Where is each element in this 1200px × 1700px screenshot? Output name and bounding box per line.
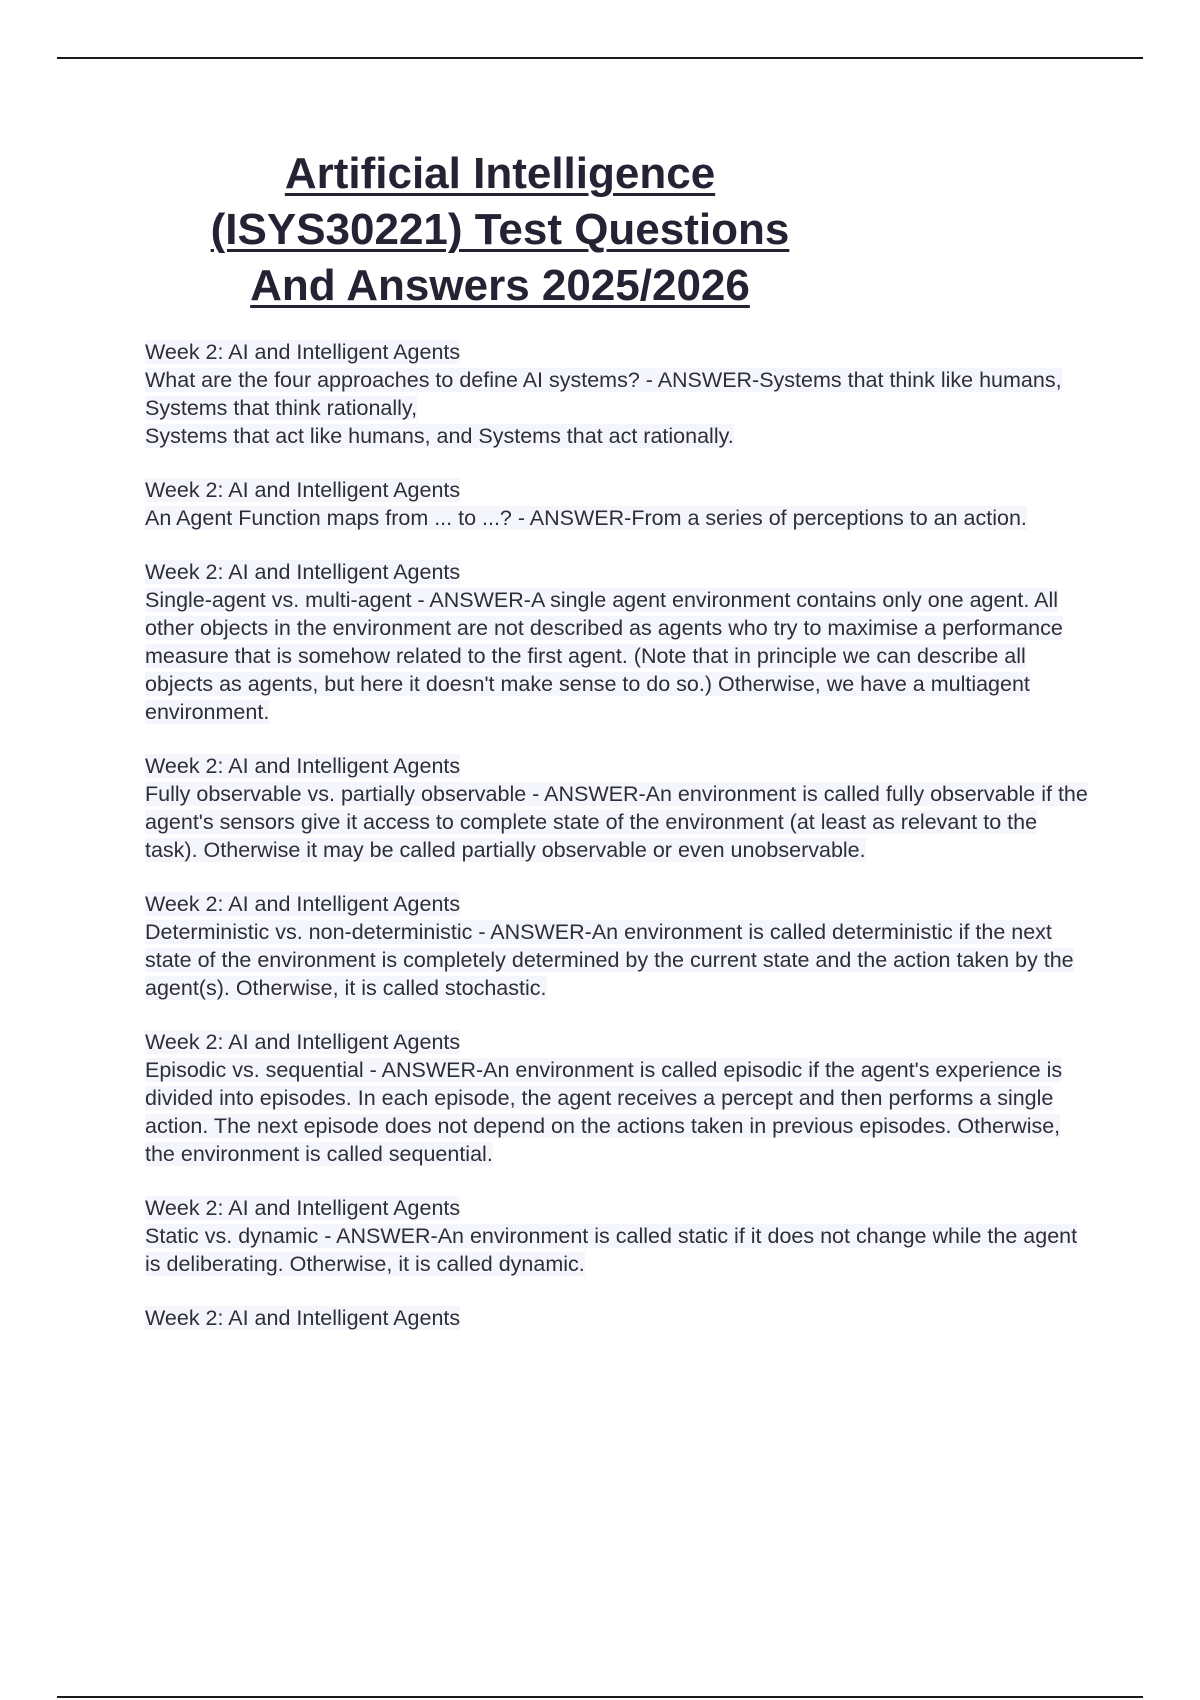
qa-text: Single-agent vs. multi-agent - ANSWER-A single agent environment contains only one agent. All other objects in the environment are not described as agents who try to maximise a performance measure that is somehow related to the first agent. (Note that in principle we can describe all objects as agents, but here it doesn't make sense to do so.) Otherwise, we have a multiagent environment. [145, 588, 1063, 724]
qa-text: Systems that act like humans, and Systems that act rationally. [145, 424, 734, 448]
qa-text: Fully observable vs. partially observable - ANSWER-An environment is called fully observable if the agent's sensors give it access to complete state of the environment (at least as relevant to the task). Otherwise it may be called partially observable or even unobservable. [145, 782, 1088, 862]
document-title [140, 146, 860, 314]
qa-entry [145, 752, 1090, 864]
title-line: And Answers 2025/2026 [250, 261, 750, 310]
qa-entry [145, 890, 1090, 1002]
qa-text: Static vs. dynamic - ANSWER-An environment is called static if it does not change while the agent is deliberating. Otherwise, it is called dynamic. [145, 1224, 1078, 1276]
qa-week-heading: Week 2: AI and Intelligent Agents [145, 892, 461, 916]
qa-week-heading: Week 2: AI and Intelligent Agents [145, 754, 461, 778]
qa-entry [145, 1028, 1090, 1168]
qa-entry [145, 1194, 1090, 1278]
qa-entry [145, 558, 1090, 726]
title-line: Artificial Intelligence [284, 149, 716, 198]
qa-week-heading: Week 2: AI and Intelligent Agents [145, 340, 461, 364]
qa-week-heading: Week 2: AI and Intelligent Agents [145, 560, 461, 584]
qa-entry [145, 1304, 1090, 1332]
qa-entry [145, 476, 1090, 532]
qa-entry [145, 338, 1090, 450]
qa-text: What are the four approaches to define AI systems? - ANSWER-Systems that think like humans, Systems that think rationally, [145, 368, 1062, 420]
qa-week-heading: Week 2: AI and Intelligent Agents [145, 1306, 461, 1330]
qa-list [145, 338, 1090, 1358]
qa-week-heading: Week 2: AI and Intelligent Agents [145, 478, 461, 502]
qa-text: Episodic vs. sequential - ANSWER-An environment is called episodic if the agent's experience is divided into episodes. In each episode, the agent receives a percept and then performs a single action. The next episode does not depend on the actions taken in previous episodes. Otherwise, the environment is called sequential. [145, 1058, 1063, 1166]
bottom-rule [57, 1696, 1143, 1698]
qa-text: Deterministic vs. non-deterministic - ANSWER-An environment is called deterministic if the next state of the environment is completely determined by the current state and the action taken by the agent(s). Otherwise, it is called stochastic. [145, 920, 1074, 1000]
qa-week-heading: Week 2: AI and Intelligent Agents [145, 1196, 461, 1220]
qa-week-heading: Week 2: AI and Intelligent Agents [145, 1030, 461, 1054]
top-rule [57, 57, 1143, 59]
title-line: (ISYS30221) Test Questions [210, 205, 790, 254]
qa-text: An Agent Function maps from ... to ...? - ANSWER-From a series of perceptions to an action. [145, 506, 1027, 530]
